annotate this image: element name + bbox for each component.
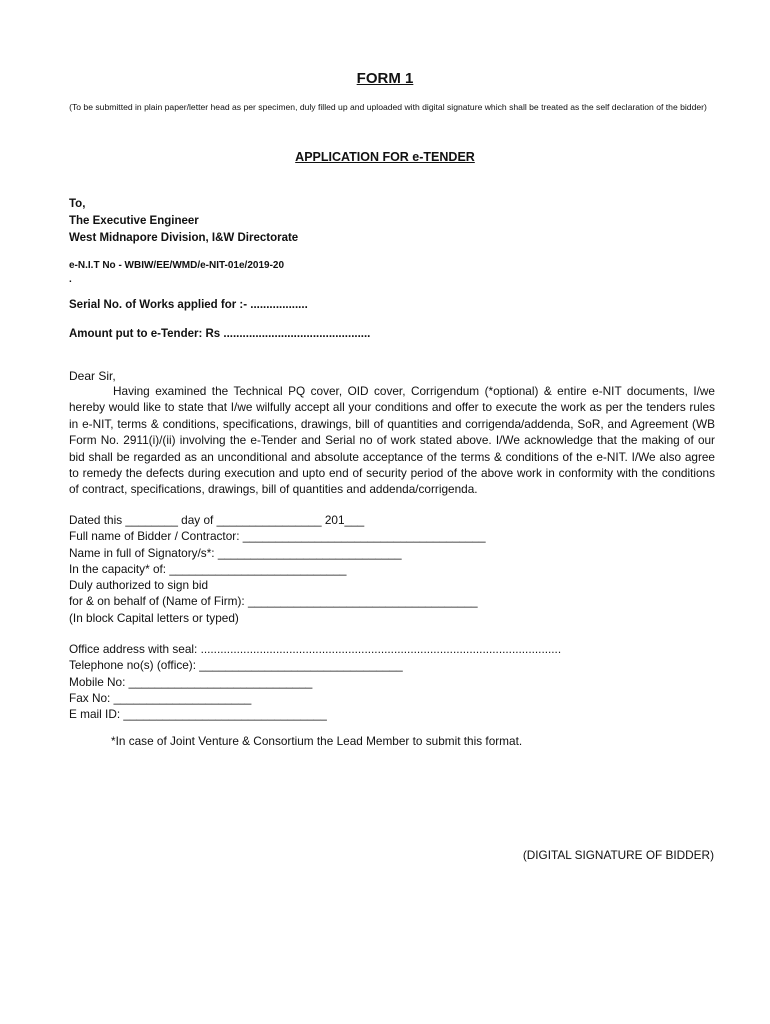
contact-details [69, 641, 561, 722]
recipient-address [69, 196, 298, 247]
submission-note: (To be submitted in plain paper/letter head as per specimen, duly filled up and uploaded with digital signature which shall be treated as the self declaration of the bidder) [69, 102, 707, 112]
form-title: FORM 1 [356, 70, 414, 87]
amount-line: Amount put to e-Tender: Rs .............................................. [69, 328, 371, 340]
block-capitals-note: (In block Capital letters or typed) [69, 610, 239, 625]
nit-number: e-N.I.T No - WBIW/EE/WMD/e-NIT-01e/2019-20 [69, 260, 285, 271]
capacity-line: In the capacity* of: ___________________________ [69, 561, 347, 576]
address-line-1: The Executive Engineer [69, 215, 199, 227]
authorized-line: Duly authorized to sign bid [69, 578, 209, 593]
full-name-line: Full name of Bidder / Contractor: _____________________________________ [69, 529, 486, 544]
digital-signature-label: (DIGITAL SIGNATURE OF BIDDER) [522, 848, 714, 862]
salutation: Dear Sir, [69, 369, 116, 383]
signatory-line: Name in full of Signatory/s*: ____________________________ [69, 545, 402, 560]
email-line: E mail ID: _______________________________ [69, 707, 327, 722]
address-to: To, [69, 198, 86, 210]
office-address-line: Office address with seal: .............................................................................................................. [69, 642, 562, 656]
joint-venture-footnote: *In case of Joint Venture & Consortium the Lead Member to submit this format. [111, 734, 523, 748]
nit-dot: . [69, 274, 72, 285]
serial-no-line: Serial No. of Works applied for :- .................. [69, 299, 308, 311]
application-heading: APPLICATION FOR e-TENDER [295, 150, 475, 164]
telephone-line: Telephone no(s) (office): _______________________________ [69, 658, 403, 673]
dated-line: Dated this ________ day of ________________ 201___ [69, 513, 365, 527]
bidder-details [69, 512, 486, 626]
address-line-2: West Midnapore Division, I&W Directorate [69, 232, 299, 244]
letter-body: Having examined the Technical PQ cover, OID cover, Corrigendum (*optional) & entire e-NIT documents, I/we hereby would like to state that I/we wilfully accept all your conditions and offer to execute the work as per the tenders rules in e-NIT, terms & conditions, specifications, drawings, bill of quantities and corrigenda/addenda, SoR, and Agreement (WB Form No. 2911(i)/(ii) involving the e-Tender and Serial no of work stated above. I/We acknowledge that the making of our bid shall be regarded as an unconditional and absolute acceptance of the terms & conditions of the e-NIT. I/We also agree to remedy the defects during execution and upto end of security period of the above work in conformity with the conditions of contract, specifications, drawings, bill of quantities and addenda/corrigenda. [69, 384, 715, 497]
mobile-line: Mobile No: ____________________________ [69, 674, 313, 689]
fax-line: Fax No: _____________________ [69, 690, 252, 705]
firm-line: for & on behalf of (Name of Firm): ___________________________________ [69, 594, 478, 609]
